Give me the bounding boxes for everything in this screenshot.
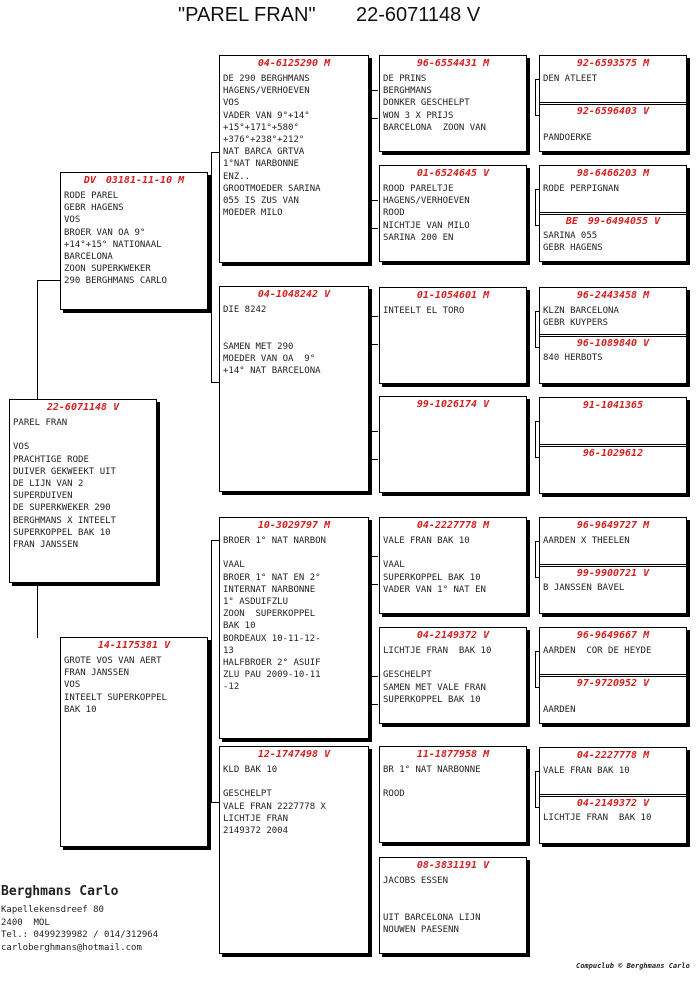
ring-number: 97-9720952 V	[576, 678, 650, 689]
pedigree-notes: RODE PAREL GEBR HAGENS VOS BROER VAN OA 9° +14°+15° NATIONAAL BARCELONA ZOON SUPERKWEKER 290 BERGHMANS CARLO	[64, 191, 167, 287]
sire-ring-label	[540, 520, 686, 532]
sire-ring-label	[540, 58, 686, 70]
software-credit: Compuclub © Berghmans Carlo	[576, 962, 690, 970]
sire-box[interactable]	[60, 172, 208, 310]
box-separator	[539, 334, 687, 335]
ring-number: 96-9649667 M	[576, 630, 650, 641]
dam-notes: LICHTJE FRAN BAK 10	[543, 813, 652, 823]
ring-number: 04-2149372 V	[576, 798, 650, 809]
ring-prefix: DV	[83, 175, 96, 186]
ring-label	[380, 290, 526, 302]
ring-label	[61, 640, 207, 652]
sire-ring-label	[540, 168, 686, 180]
grandparent-box[interactable]	[219, 286, 369, 492]
connector-line	[535, 421, 536, 457]
pedigree-notes: BROER 1° NAT NARBON VAAL BROER 1° NAT EN 2° INTERNAT NARBONNE 1° ASDUIFZLU ZOON SUPERKOPPEL BAK 10 BORDEAUX 10-11-12- 13 HALFBROER 2° ASUIF ZLU PAU 2009-10-11 -12	[223, 536, 326, 693]
great-grandparent-box[interactable]	[379, 517, 527, 614]
ring-prefix: BE	[565, 216, 578, 227]
pedigree-notes: BR 1° NAT NARBONNE ROOD	[383, 765, 481, 800]
connector-line	[37, 280, 38, 400]
ancestor-pair-box[interactable]	[539, 517, 687, 614]
connector-line	[370, 200, 378, 201]
grandparent-box[interactable]	[219, 746, 369, 954]
box-separator	[539, 564, 687, 565]
connector-line	[211, 152, 212, 382]
connector-line	[535, 311, 536, 347]
ring-number: 91-1041365	[582, 400, 644, 411]
dam-box[interactable]	[60, 637, 208, 847]
sire-ring-label	[540, 750, 686, 762]
connector-line	[370, 704, 378, 705]
ring-number: 96-1029612	[582, 448, 644, 459]
connector-line	[370, 431, 371, 459]
ring-number: 04-2227778 M	[416, 520, 490, 531]
ancestor-pair-box[interactable]	[539, 397, 687, 494]
dam-ring-label	[540, 338, 686, 350]
great-grandparent-box[interactable]	[379, 627, 527, 724]
connector-line	[535, 79, 536, 115]
box-separator	[539, 102, 687, 103]
great-grandparent-box[interactable]	[379, 165, 527, 262]
pedigree-notes: PAREL FRAN VOS PRACHTIGE RODE DUIVER GEKWEEKT UIT DE LIJN VAN 2 SUPERDUIVEN DE SUPERKWEKER 290 BERGHMANS X INTEELT SUPERKOPPEL BAK 10 FRAN JANSSEN	[13, 418, 116, 551]
connector-line	[535, 771, 536, 807]
ring-number: 04-6125290 M	[257, 58, 331, 69]
ring-label	[10, 402, 156, 414]
great-grandparent-box[interactable]	[379, 55, 527, 152]
ring-number: 11-1877958 M	[416, 749, 490, 760]
ancestor-pair-box[interactable]	[539, 627, 687, 724]
great-grandparent-box[interactable]	[379, 396, 527, 493]
owner-email[interactable]: carloberghmans@hotmail.com	[1, 942, 142, 953]
dam-ring-label	[540, 798, 686, 810]
connector-line	[370, 200, 371, 228]
box-separator	[539, 794, 687, 795]
dam-notes: SARINA 055 GEBR HAGENS	[543, 231, 603, 254]
ring-number: 04-1048242 V	[257, 289, 331, 300]
grandparent-box[interactable]	[219, 517, 369, 739]
dam-notes: PANDOERKE	[543, 133, 592, 144]
sire-ring-label	[540, 630, 686, 642]
connector-line	[370, 316, 371, 344]
dam-ring-label	[540, 448, 686, 460]
owner-phone: Tel.: 0499239982 / 014/312964	[1, 930, 159, 940]
ring-label	[380, 749, 526, 761]
connector-line	[370, 316, 378, 317]
pedigree-notes: JACOBS ESSEN UIT BARCELONA LIJN NOUWEN PAESENN	[383, 876, 481, 935]
ring-label	[380, 399, 526, 411]
connector-line	[37, 280, 61, 281]
ring-number: 04-2149372 V	[416, 630, 490, 641]
ring-number: 96-2443458 M	[576, 290, 650, 301]
connector-line	[535, 541, 536, 577]
ring-number: 99-6494055 V	[587, 216, 661, 227]
connector-line	[370, 90, 371, 118]
dam-ring-label	[540, 216, 686, 228]
connector-line	[370, 459, 378, 460]
pedigree-notes: DIE 8242 SAMEN MET 290 MOEDER VAN OA 9° +14° NAT BARCELONA	[223, 305, 321, 377]
pedigree-notes: DE PRINS BERGHMANS DONKER GESCHELPT WON 3 X PRIJS BARCELONA ZOON VAN	[383, 74, 486, 133]
pedigree-notes: LICHTJE FRAN BAK 10 GESCHELPT SAMEN MET VALE FRAN SUPERKOPPEL BAK 10	[383, 646, 492, 705]
ring-number: 99-1026174 V	[416, 399, 490, 410]
box-separator	[539, 444, 687, 445]
connector-line	[211, 382, 219, 383]
sire-notes: DEN ATLEET	[543, 74, 598, 84]
ring-label	[220, 289, 368, 301]
pedigree-notes: VALE FRAN BAK 10 VAAL SUPERKOPPEL BAK 10 VADER VAN 1° NAT EN	[383, 536, 486, 595]
dam-ring-label	[540, 106, 686, 118]
connector-line	[370, 556, 371, 584]
connector-line	[370, 676, 371, 704]
ring-number: 03181-11-10 M	[105, 175, 185, 186]
pedigree-notes: KLD BAK 10 GESCHELPT VALE FRAN 2227778 X LICHTJE FRAN 2149372 2004	[223, 765, 326, 837]
connector-line	[370, 556, 378, 557]
great-grandparent-box[interactable]	[379, 287, 527, 384]
connector-line	[370, 584, 378, 585]
ancestor-pair-box[interactable]	[539, 55, 687, 152]
connector-line	[370, 676, 378, 677]
ring-number: 99-9900721 V	[576, 568, 650, 579]
ring-number: 04-2227778 M	[576, 750, 650, 761]
connector-line	[211, 540, 212, 802]
connector-line	[211, 540, 219, 541]
dam-notes: 840 HERBOTS	[543, 353, 603, 363]
ring-label	[220, 58, 368, 70]
box-separator	[539, 674, 687, 675]
pigeon-ring-title: 22-6071148 V	[356, 4, 481, 26]
pedigree-notes: ROOD PARELTJE HAGENS/VERHOEVEN ROOD NICHTJE VAN MILO SARINA 200 EN	[383, 184, 470, 243]
subject-box[interactable]	[9, 399, 157, 583]
ring-number: 14-1175381 V	[97, 640, 171, 651]
connector-line	[370, 90, 378, 91]
sire-notes: KLZN BARCELONA GEBR KUYPERS	[543, 306, 619, 329]
pigeon-name-title: "PAREL FRAN"	[178, 4, 316, 26]
ring-number: 08-3831191 V	[416, 860, 490, 871]
ancestor-pair-box[interactable]	[539, 287, 687, 384]
dam-notes: AARDEN	[543, 705, 576, 716]
pedigree-notes: GROTE VOS VAN AERT FRAN JANSSEN VOS INTEELT SUPERKOPPEL BAK 10	[64, 656, 167, 715]
sire-ring-label	[540, 290, 686, 302]
sire-notes: VALE FRAN BAK 10	[543, 766, 630, 776]
connector-line	[535, 189, 536, 225]
connector-line	[535, 651, 536, 687]
ring-number: 22-6071148 V	[46, 402, 120, 413]
owner-city: 2400 MOL	[1, 917, 50, 928]
owner-block	[1, 884, 158, 954]
pedigree-notes: DE 290 BERGHMANS HAGENS/VERHOEVEN VOS VADER VAN 9°+14° +15°+171°+580° +376°+238°+212° NAT BARCA GRTVA 1°NAT NARBONNE ENZ.. GROOTMOEDER SARINA 055 IS ZUS VAN MOEDER MILO	[223, 74, 321, 219]
ring-label	[220, 749, 368, 761]
dam-ring-label	[540, 678, 686, 690]
ring-label	[380, 860, 526, 872]
ring-label	[380, 58, 526, 70]
ring-number: 92-6596403 V	[576, 106, 650, 117]
ring-number: 96-9649727 M	[576, 520, 650, 531]
ring-number: 96-6554431 M	[416, 58, 490, 69]
ring-number: 96-1089840 V	[576, 338, 650, 349]
ring-label	[220, 520, 368, 532]
owner-name: Berghmans Carlo	[1, 884, 119, 899]
grandparent-box[interactable]	[219, 55, 369, 263]
connector-line	[370, 118, 378, 119]
connector-line	[370, 344, 378, 345]
ring-label	[380, 630, 526, 642]
owner-address: Kapellekensdreef 80	[1, 905, 104, 915]
great-grandparent-box[interactable]	[379, 746, 527, 843]
box-separator	[539, 212, 687, 213]
connector-line	[370, 228, 378, 229]
dam-ring-label	[540, 568, 686, 580]
connector-line	[370, 431, 378, 432]
ancestor-pair-box[interactable]	[539, 747, 687, 844]
connector-line	[211, 802, 219, 803]
sire-notes: AARDEN X THEELEN	[543, 536, 630, 546]
ring-number: 10-3029797 M	[257, 520, 331, 531]
ring-number: 98-6466203 M	[576, 168, 650, 179]
great-grandparent-box[interactable]	[379, 857, 527, 954]
sire-notes: AARDEN COR DE HEYDE	[543, 646, 652, 656]
ancestor-pair-box[interactable]	[539, 165, 687, 262]
ring-number: 01-1054601 M	[416, 290, 490, 301]
sire-ring-label	[540, 400, 686, 412]
ring-number: 12-1747498 V	[257, 749, 331, 760]
ring-label	[61, 175, 207, 187]
sire-notes: RODE PERPIGNAN	[543, 184, 619, 194]
connector-line	[211, 152, 219, 153]
dam-notes: B JANSSEN BAVEL	[543, 583, 625, 593]
pedigree-header	[0, 4, 696, 30]
ring-label	[380, 168, 526, 180]
pedigree-notes: INTEELT EL TORO	[383, 306, 465, 316]
ring-label	[380, 520, 526, 532]
ring-number: 01-6524645 V	[416, 168, 490, 179]
ring-number: 92-6593575 M	[576, 58, 650, 69]
